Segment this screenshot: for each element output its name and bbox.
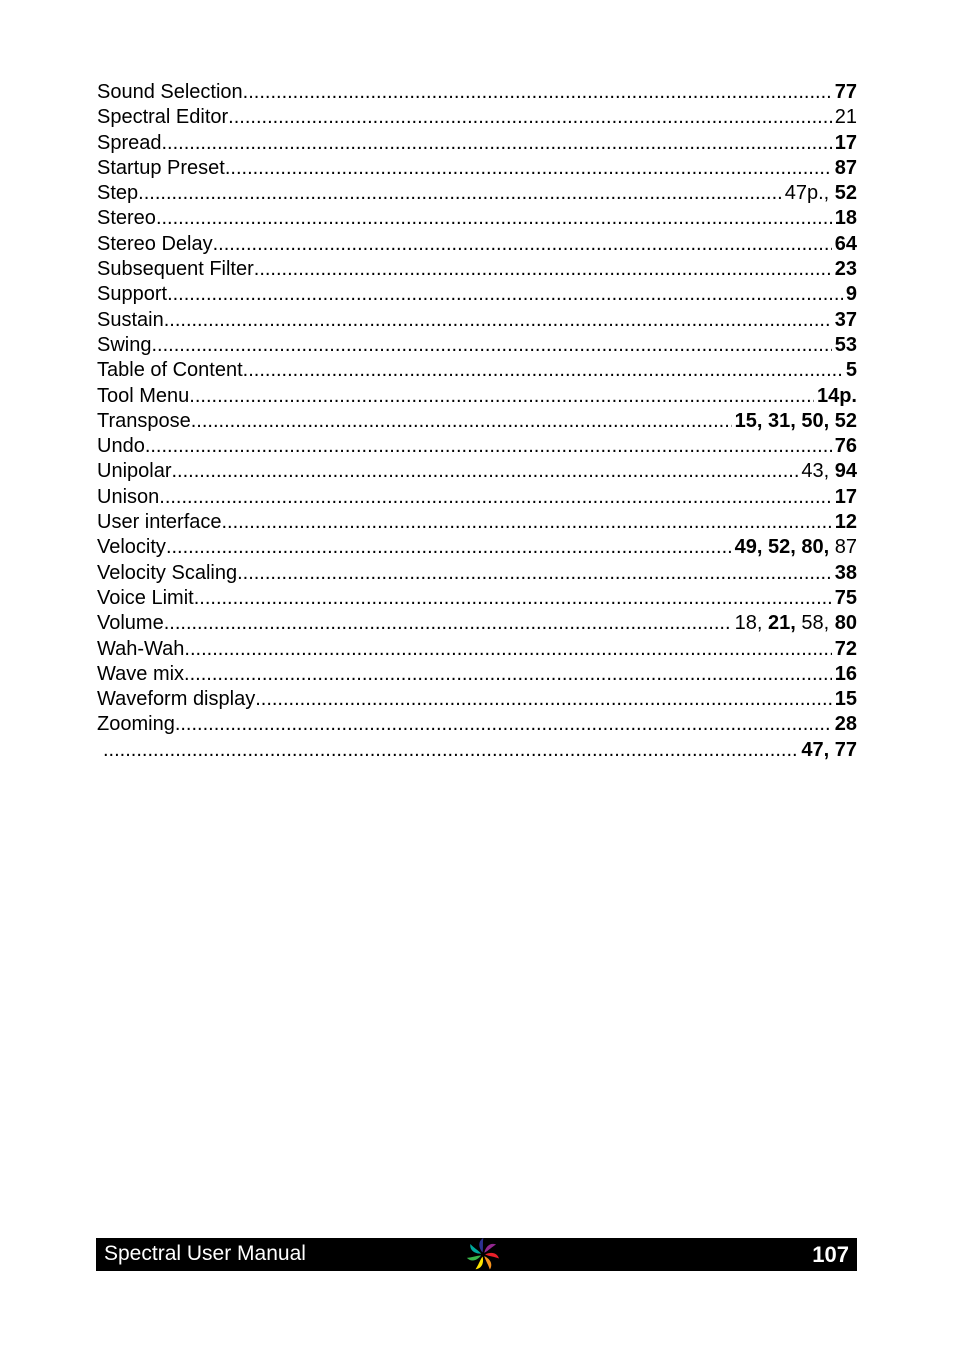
- dot-leader: [162, 131, 832, 156]
- page-reference: 87: [834, 536, 857, 559]
- index-term: Velocity Scaling: [97, 561, 238, 584]
- page-reference: 47p.,: [784, 182, 835, 205]
- page-references: [835, 257, 857, 282]
- page-references: [835, 485, 857, 510]
- page-references: [846, 282, 857, 307]
- index-entry: [97, 712, 857, 737]
- dot-leader: [164, 611, 732, 636]
- index-entry: [97, 156, 857, 181]
- index-entry: [97, 687, 857, 712]
- index-entry: [97, 409, 857, 434]
- page-reference: 52: [834, 182, 857, 205]
- page-reference: 28: [834, 713, 857, 736]
- page-reference: 77: [834, 81, 857, 103]
- index-term: Stereo Delay: [97, 232, 213, 255]
- index-term: Waveform display: [97, 688, 256, 711]
- page-references: [835, 712, 857, 737]
- dot-leader: [166, 535, 732, 560]
- index-term: Spectral Editor: [97, 106, 229, 129]
- index-term: Step: [97, 182, 139, 205]
- index-term: Zooming: [97, 713, 175, 736]
- page-references: [835, 131, 857, 156]
- dot-leader: [145, 434, 832, 459]
- index-entry: [97, 333, 857, 358]
- page-references: [785, 181, 857, 206]
- index-term: Spread: [97, 131, 162, 154]
- index-entry: [97, 257, 857, 282]
- dot-leader: [167, 282, 843, 307]
- index-term: Sound Selection: [97, 81, 243, 103]
- index-entry: [97, 459, 857, 484]
- page-references: [801, 738, 857, 763]
- page-reference: 76: [834, 435, 857, 458]
- page-reference: 38: [834, 561, 857, 584]
- index-entry: [97, 308, 857, 333]
- page-reference: 9: [845, 283, 857, 306]
- page-reference: 21,: [768, 612, 802, 635]
- index-term: Startup Preset: [97, 156, 225, 179]
- page-references: [835, 105, 857, 130]
- index-entry: [97, 738, 857, 763]
- page-reference: 16: [834, 662, 857, 685]
- dot-leader: [213, 232, 832, 257]
- dot-leader: [156, 206, 832, 231]
- dot-leader: [237, 561, 832, 586]
- page-number: 107: [812, 1242, 849, 1267]
- dot-leader: [171, 459, 798, 484]
- page-references: [835, 662, 857, 687]
- index-term: Velocity: [97, 536, 166, 559]
- page-references: [846, 358, 857, 383]
- dot-leader: [164, 308, 832, 333]
- page-reference: 53: [834, 333, 857, 356]
- index-term: Sustain: [97, 308, 164, 331]
- dot-leader: [191, 409, 732, 434]
- index-term: Tool Menu: [97, 384, 190, 407]
- page-references: [835, 232, 857, 257]
- dot-leader: [228, 105, 832, 130]
- dot-leader: [254, 257, 832, 282]
- page-reference: 15: [834, 688, 857, 711]
- spectral-spiral-logo-icon: [465, 1238, 501, 1271]
- index-entry: [97, 485, 857, 510]
- index-term: Support: [97, 283, 168, 306]
- index-term: Transpose: [97, 409, 191, 432]
- page-references: [835, 561, 857, 586]
- index-entry: [97, 384, 857, 409]
- index-entry: [97, 586, 857, 611]
- page-reference: 72: [834, 637, 857, 660]
- index-entry: [97, 131, 857, 156]
- page-references: [835, 586, 857, 611]
- index-entry: [97, 282, 857, 307]
- index-entry: [97, 232, 857, 257]
- page-reference: 43,: [801, 460, 835, 483]
- page-references: [835, 434, 857, 459]
- page-references: [835, 333, 857, 358]
- index-term: Table of Content: [97, 359, 243, 382]
- index-entry: [97, 611, 857, 636]
- page-reference: 23: [834, 258, 857, 281]
- page-references: [801, 459, 857, 484]
- index-term: Stereo: [97, 207, 156, 230]
- dot-leader: [184, 637, 831, 662]
- footer-title: Spectral User Manual: [104, 1242, 306, 1265]
- index-entry: [97, 637, 857, 662]
- page-references: [835, 637, 857, 662]
- index-term: Undo: [97, 435, 145, 458]
- index-term: Wave mix: [97, 662, 185, 685]
- page-reference: 80: [834, 612, 857, 635]
- page-references: [735, 409, 857, 434]
- dot-leader: [255, 687, 832, 712]
- index-term: Swing: [97, 333, 152, 356]
- index-term: User interface: [97, 511, 222, 534]
- dot-leader: [189, 384, 814, 409]
- dot-leader: [138, 181, 782, 206]
- page-footer: [96, 1238, 857, 1271]
- index-list: [97, 80, 857, 763]
- dot-leader: [222, 510, 832, 535]
- index-entry: [97, 561, 857, 586]
- index-term: Voice Limit: [97, 586, 194, 609]
- page-reference: 21: [834, 106, 857, 129]
- index-entry: [97, 105, 857, 130]
- page-reference: 12: [834, 511, 857, 534]
- dot-leader: [243, 358, 843, 383]
- index-term: Volume: [97, 612, 164, 635]
- index-entry: [97, 535, 857, 560]
- page-references: [835, 687, 857, 712]
- dot-leader: [151, 333, 831, 358]
- page-reference: 94: [834, 460, 857, 483]
- page-reference: 47, 77: [801, 738, 857, 761]
- page-references: [835, 80, 857, 105]
- dot-leader: [175, 712, 832, 737]
- page-reference: 18: [834, 207, 857, 230]
- index-entry: [97, 80, 857, 105]
- page-reference: 14p.: [816, 384, 857, 407]
- page-reference: 37: [834, 308, 857, 331]
- page-reference: 17: [834, 485, 857, 508]
- index-term: Unison: [97, 485, 160, 508]
- page-reference: 64: [834, 232, 857, 255]
- dot-leader: [225, 156, 832, 181]
- dot-leader: [243, 80, 832, 105]
- page-references: [835, 206, 857, 231]
- index-entry: [97, 510, 857, 535]
- page-references: [817, 384, 857, 409]
- index-entry: [97, 662, 857, 687]
- dot-leader: [194, 586, 832, 611]
- dot-leader: [103, 738, 798, 763]
- index-entry: [97, 181, 857, 206]
- page-references: [735, 535, 857, 560]
- dot-leader: [159, 485, 831, 510]
- page-reference: 75: [834, 586, 857, 609]
- index-entry: [97, 358, 857, 383]
- page-reference: 15, 31, 50, 52: [734, 409, 857, 432]
- index-entry: [97, 206, 857, 231]
- page-reference: 18,: [734, 612, 769, 635]
- page-reference: 58,: [801, 612, 835, 635]
- index-term: Wah-Wah: [97, 637, 185, 660]
- index-entry: [97, 434, 857, 459]
- page-reference: 49, 52, 80,: [734, 536, 835, 559]
- dot-leader: [184, 662, 832, 687]
- page-references: [735, 611, 857, 636]
- page-reference: 17: [834, 131, 857, 154]
- page-references: [835, 510, 857, 535]
- index-term: Unipolar: [97, 460, 172, 483]
- page-reference: 87: [834, 156, 857, 179]
- page-references: [835, 308, 857, 333]
- page-reference: 5: [845, 359, 857, 382]
- page-references: [835, 156, 857, 181]
- index-term: Subsequent Filter: [97, 258, 254, 281]
